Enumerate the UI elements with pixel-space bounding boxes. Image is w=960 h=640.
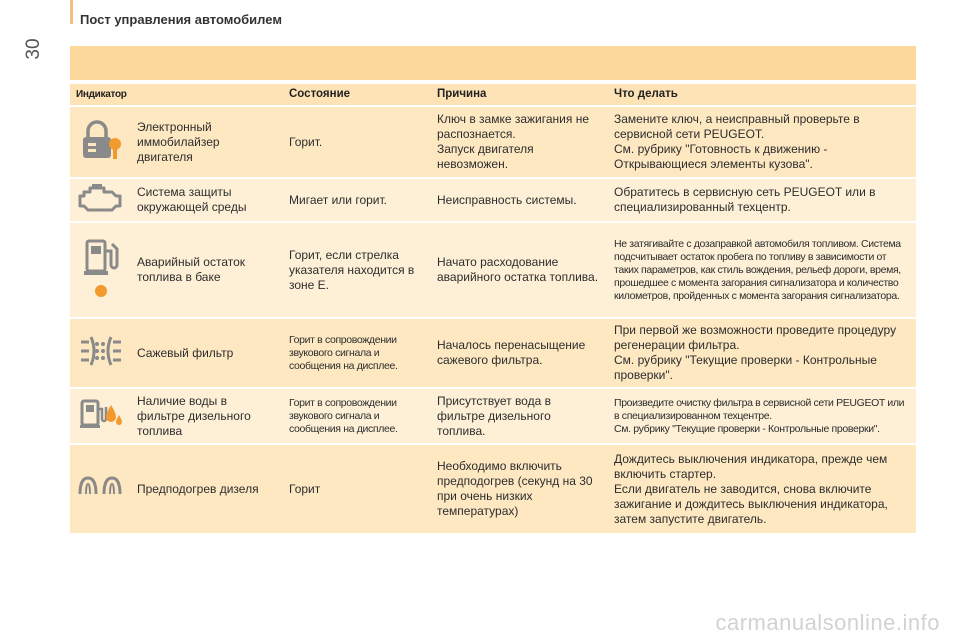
indicator-reason: Неисправность системы. [431,179,608,221]
icon-cell [70,223,131,317]
section-accent-bar [70,0,73,24]
indicator-action: Обратитесь в сервисную сеть PEUGEOT или в специализированный техцентр. [608,179,916,221]
indicator-reason: Ключ в замке зажигания не распознается. Запуск двигателя невозможен. [431,107,608,177]
icon-cell [70,319,131,387]
indicator-state: Горит [283,445,431,533]
table-row [70,179,916,221]
indicator-action: При первой же возможности проведите процедуру регенерации фильтра. См. рубрику "Текущие проверки - Контрольные проверки". [608,319,916,387]
indicator-name: Предподогрев дизеля [131,445,283,533]
indicator-action: Произведите очистку фильтра в сервисной сети PEUGEOT или в специализированном техцентре. См. рубрику "Текущие проверки - Контрольные проверки". [608,389,916,443]
indicator-state: Горит в сопровождении звукового сигнала и сообщения на дисплее. [283,319,431,387]
header-state: Состояние [283,84,431,105]
fuel-pump-icon [81,237,121,299]
indicator-reason: Начато расходование аварийного остатка топлива. [431,223,608,317]
icon-cell [70,445,131,533]
table-row [70,319,916,387]
table-row [70,223,916,317]
indicator-name: Наличие воды в фильтре дизельного топлива [131,389,283,443]
indicator-name: Система защиты окружающей среды [131,179,283,221]
header-action: Что делать [608,84,916,105]
table-row [70,445,916,533]
table-header-row [70,84,916,105]
table-row [70,107,916,177]
particle-filter-icon [77,334,125,368]
indicator-state: Мигает или горит. [283,179,431,221]
header-reason: Причина [431,84,608,105]
water-in-diesel-icon [78,397,124,431]
indicator-reason: Началось перенасыщение сажевого фильтра. [431,319,608,387]
glow-plug-icon [76,474,126,500]
engine-check-icon [78,183,124,213]
watermark: carmanualsonline.info [715,610,940,635]
section-title: Пост управления автомобилем [80,12,282,27]
indicator-table [70,82,916,535]
indicator-reason: Необходимо включить предподогрев (секунд на 30 при очень низких температурах) [431,445,608,533]
icon-cell [70,179,131,221]
immobilizer-lock-icon [79,120,123,160]
indicator-name: Аварийный остаток топлива в баке [131,223,283,317]
table-row [70,389,916,443]
indicator-action: Не затягивайте с дозаправкой автомобиля топливом. Система подсчитывает остаток пробега по топливу в зависимости от таких параметров, как стиль вождения, рельеф дороги, время, прошедшее с момента загорания сигнализатора и количество километров, пройденных с момента загорания сигнализатора. [608,223,916,317]
page-number: 30 [23,38,44,60]
indicator-reason: Присутствует вода в фильтре дизельного топлива. [431,389,608,443]
indicator-state: Горит, если стрелка указателя находится в зоне E. [283,223,431,317]
table-banner [70,46,916,80]
icon-cell [70,389,131,443]
indicator-name: Сажевый фильтр [131,319,283,387]
indicator-action: Замените ключ, а неисправный проверьте в сервисной сети PEUGEOT. См. рубрику "Готовность к движению - Открывающиеся элементы кузова". [608,107,916,177]
indicator-state: Горит в сопровождении звукового сигнала и сообщения на дисплее. [283,389,431,443]
indicator-action: Дождитесь выключения индикатора, прежде чем включить стартер. Если двигатель не заводится, снова включите зажигание и дождитесь выключения индикатора, затем запустите двигатель. [608,445,916,533]
indicator-state: Горит. [283,107,431,177]
icon-cell [70,107,131,177]
indicator-name: Электронный иммобилайзер двигателя [131,107,283,177]
header-indicator: Индикатор [70,84,283,105]
